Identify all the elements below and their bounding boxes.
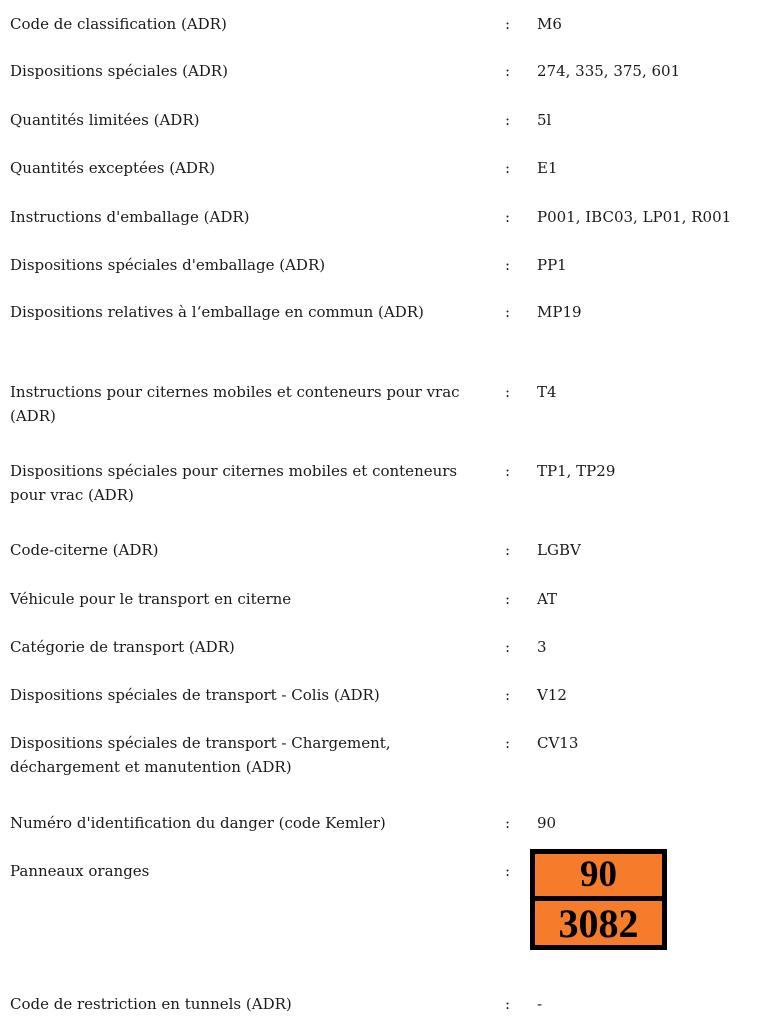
row-value: M6 — [537, 15, 562, 33]
row-value: TP1, TP29 — [537, 462, 616, 480]
row-label: Dispositions relatives à l‘emballage en commun (ADR) — [10, 303, 424, 321]
row-colon: : — [505, 734, 511, 752]
row-value: T4 — [537, 383, 557, 401]
row-colon: : — [505, 814, 511, 832]
row-colon: : — [505, 462, 511, 480]
row-value: AT — [537, 590, 558, 608]
row-colon: : — [505, 862, 511, 880]
row-value: LGBV — [537, 541, 581, 559]
row-colon: : — [505, 383, 511, 401]
row-colon: : — [505, 995, 511, 1013]
row-colon: : — [505, 686, 511, 704]
row-value: V12 — [537, 686, 567, 704]
row-colon: : — [505, 15, 511, 33]
row-label: Catégorie de transport (ADR) — [10, 638, 235, 656]
row-colon: : — [505, 638, 511, 656]
row-label: Dispositions spéciales d'emballage (ADR) — [10, 256, 326, 274]
hazard-identification-number: 90 — [580, 854, 617, 895]
row-value: 5l — [537, 111, 552, 129]
orange-hazard-plate — [530, 849, 667, 950]
row-colon: : — [505, 541, 511, 559]
row-colon: : — [505, 590, 511, 608]
row-label: Dispositions spéciales de transport - Colis (ADR) — [10, 686, 380, 704]
row-label: Instructions pour citernes mobiles et conteneurs pour vrac (ADR) — [10, 383, 460, 425]
row-value: MP19 — [537, 303, 582, 321]
row-value: 3 — [537, 638, 547, 656]
row-value: E1 — [537, 159, 558, 177]
row-label: Quantités exceptées (ADR) — [10, 159, 216, 177]
row-label: Code de restriction en tunnels (ADR) — [10, 995, 292, 1013]
row-colon: : — [505, 111, 511, 129]
row-value: - — [537, 995, 543, 1013]
row-label: Instructions d'emballage (ADR) — [10, 208, 250, 226]
row-label: Dispositions spéciales de transport - Chargement, déchargement et manutention (ADR) — [10, 734, 391, 776]
row-label: Panneaux oranges — [10, 862, 150, 880]
row-colon: : — [505, 62, 511, 80]
row-label: Code-citerne (ADR) — [10, 541, 159, 559]
row-value: CV13 — [537, 734, 579, 752]
row-colon: : — [505, 256, 511, 274]
row-colon: : — [505, 159, 511, 177]
row-value: 274, 335, 375, 601 — [537, 62, 681, 80]
row-value: 90 — [537, 814, 557, 832]
row-colon: : — [505, 303, 511, 321]
row-label: Véhicule pour le transport en citerne — [10, 590, 292, 608]
row-label: Numéro d'identification du danger (code Kemler) — [10, 814, 386, 832]
row-label: Code de classification (ADR) — [10, 15, 227, 33]
row-label: Quantités limitées (ADR) — [10, 111, 200, 129]
row-colon: : — [505, 208, 511, 226]
un-number: 3082 — [558, 901, 639, 946]
row-label: Dispositions spéciales (ADR) — [10, 62, 228, 80]
row-value: P001, IBC03, LP01, R001 — [537, 208, 732, 226]
row-value: PP1 — [537, 256, 567, 274]
row-label: Dispositions spéciales pour citernes mobiles et conteneurs pour vrac (ADR) — [10, 462, 458, 504]
